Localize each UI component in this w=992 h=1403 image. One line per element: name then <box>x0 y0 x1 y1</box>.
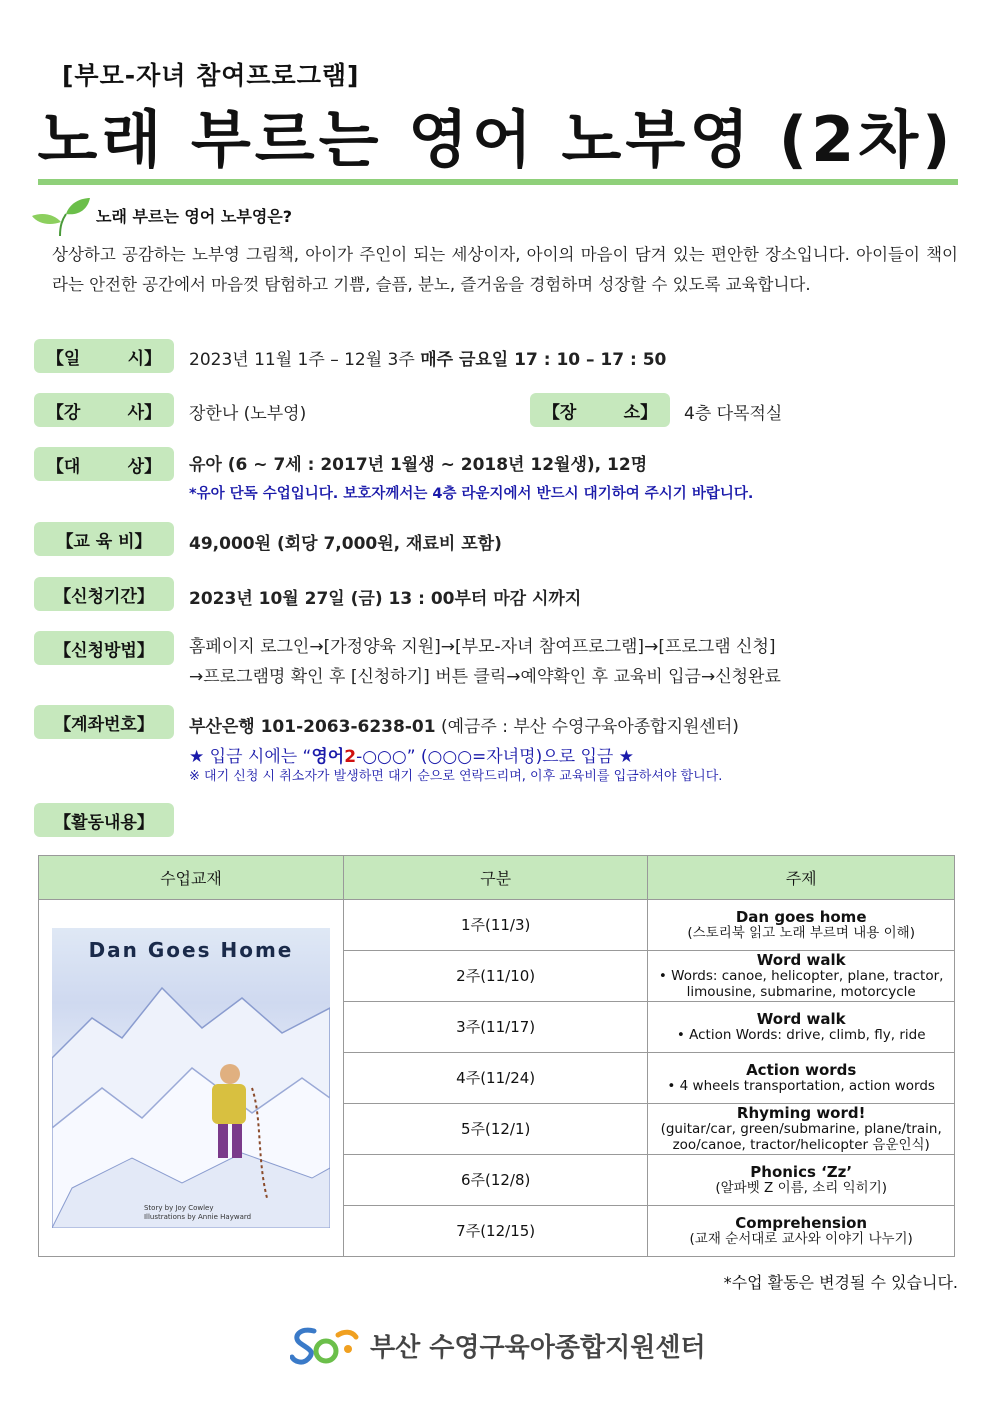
topic-detail: • 4 wheels transportation, action words <box>667 1078 935 1094</box>
topic-title: Action words <box>746 1061 857 1079</box>
topic-cell <box>648 1053 955 1104</box>
center-name: 부산 수영구육아종합지원센터 <box>370 1332 706 1363</box>
schedule-time: 매주 금요일 17 : 10 – 17 : 50 <box>420 350 667 370</box>
topic-title: Word walk <box>756 1010 846 1028</box>
target-value: 유아 (6 ~ 7세 : 2017년 1월생 ~ 2018년 12월생), 12명 <box>189 455 648 475</box>
week-cell: 1주(11/3) <box>343 900 647 951</box>
method-line-2: →프로그램명 확인 후 [신청하기] 버튼 클릭→예약확인 후 교육비 입금→신청완료 <box>189 667 781 687</box>
header-topic: 주제 <box>648 856 955 900</box>
cover-credits <box>144 1204 251 1222</box>
topic-cell <box>648 951 955 1002</box>
waitlist-note: ※ 대기 신청 시 취소자가 발생하면 대기 순으로 연락드리며, 이후 교육비를 입금하셔야 합니다. <box>189 769 723 784</box>
topic-title: Rhyming word! <box>736 1104 866 1122</box>
header-material: 수업교재 <box>39 856 344 900</box>
table-row <box>39 900 955 951</box>
place-value: 4층 다목적실 <box>684 404 783 424</box>
deposit-instruction <box>189 742 634 767</box>
change-notice: *수업 활동은 변경될 수 있습니다. <box>723 1273 958 1292</box>
deposit-post: -○○○” (○○○=자녀명)으로 입금 ★ <box>356 747 634 767</box>
week-cell: 5주(12/1) <box>343 1104 647 1155</box>
material-cell <box>39 900 344 1257</box>
topic-detail: (알파벳 Z 이름, 소리 익히기) <box>715 1180 888 1196</box>
method-label: 【신청방법】 <box>34 631 174 665</box>
week-cell: 7주(12/15) <box>343 1206 647 1257</box>
fee-label: 【교 육 비】 <box>34 522 174 556</box>
activity-table <box>38 855 955 1257</box>
week-cell: 2주(11/10) <box>343 951 647 1002</box>
fee-value: 49,000원 (회당 7,000원, 재료비 포함) <box>189 534 502 554</box>
period-label: 【신청기간】 <box>34 577 174 611</box>
topic-title: Word walk <box>756 951 846 969</box>
account-holder: (예금주 : 부산 수영구육아종합지원센터) <box>435 717 739 737</box>
topic-detail: • Words: canoe, helicopter, plane, tractor, limousine, submarine, motorcycle <box>658 968 944 1000</box>
account-bank: 부산은행 101-2063-6238-01 <box>189 717 436 737</box>
account-value <box>189 712 739 737</box>
topic-cell <box>648 900 955 951</box>
cover-title: Dan Goes Home <box>88 938 294 962</box>
program-category: [부모-자녀 참여프로그램] <box>62 61 360 90</box>
period-value: 2023년 10월 27일 (금) 13 : 00부터 마감 시까지 <box>189 589 582 609</box>
place-label: 【장 소】 <box>530 393 670 427</box>
title-divider <box>38 179 958 185</box>
target-note: *유아 단독 수업입니다. 보호자께서는 4층 라운지에서 반드시 대기하여 주시기 바랍니다. <box>189 486 754 502</box>
topic-detail: (교재 순서대로 교사와 이야기 나누기) <box>689 1231 913 1247</box>
mountain-illustration <box>52 928 330 1228</box>
instructor-label: 【강 사】 <box>34 393 174 427</box>
topic-title: Comprehension <box>735 1214 868 1232</box>
method-line-1: 홈페이지 로그인→[가정양육 지원]→[부모-자녀 참여프로그램]→[프로그램 신청] <box>189 637 776 657</box>
account-label: 【계좌번호】 <box>34 705 174 739</box>
topic-detail: (스토리북 읽고 노래 부르며 내용 이해) <box>687 925 915 941</box>
topic-cell <box>648 1155 955 1206</box>
target-label: 【대 상】 <box>34 447 174 481</box>
center-logo-icon <box>290 1323 362 1367</box>
topic-title: Dan goes home <box>735 908 867 926</box>
schedule-value <box>189 345 666 370</box>
topic-cell <box>648 1104 955 1155</box>
deposit-keyword: 영어 <box>311 747 345 767</box>
sprout-icon <box>30 196 92 238</box>
topic-cell <box>648 1002 955 1053</box>
intro-heading: 노래 부르는 영어 노부영은? <box>96 207 293 226</box>
page-title: 노래 부르는 영어 노부영 (2차) <box>37 103 955 176</box>
week-cell: 4주(11/24) <box>343 1053 647 1104</box>
header-week: 구분 <box>343 856 647 900</box>
book-cover <box>52 928 330 1228</box>
deposit-number: 2 <box>344 747 357 767</box>
intro-body: 상상하고 공감하는 노부영 그림책, 아이가 주인이 되는 세상이자, 아이의 마음이 담겨 있는 편안한 장소입니다. 아이들이 책이라는 안전한 공간에서 마음껏 탐험하고 기쁨, 슬픔, 분노, 즐거움을 경험하며 성장할 수 있도록 교육합니다. <box>52 245 958 294</box>
schedule-label: 【일 시】 <box>34 339 174 373</box>
cover-credit-author: Story by Joy Cowley <box>143 1204 214 1212</box>
table-header-row <box>39 856 955 900</box>
schedule-dates: 2023년 11월 1주 – 12월 3주 <box>189 350 421 370</box>
topic-detail: (guitar/car, green/submarine, plane/train, zoo/canoe, tractor/helicopter 음운인식) <box>660 1121 942 1153</box>
instructor-value: 장한나 (노부영) <box>189 404 307 424</box>
cover-credit-illustrator: Illustrations by Annie Hayward <box>143 1213 252 1221</box>
footer <box>290 1323 706 1367</box>
deposit-pre: ★ 입금 시에는 “ <box>189 747 312 767</box>
activities-label: 【활동내용】 <box>34 803 174 837</box>
topic-title: Phonics ‘Zz’ <box>750 1163 853 1181</box>
topic-cell <box>648 1206 955 1257</box>
week-cell: 3주(11/17) <box>343 1002 647 1053</box>
topic-detail: • Action Words: drive, climb, fly, ride <box>676 1027 926 1043</box>
week-cell: 6주(12/8) <box>343 1155 647 1206</box>
